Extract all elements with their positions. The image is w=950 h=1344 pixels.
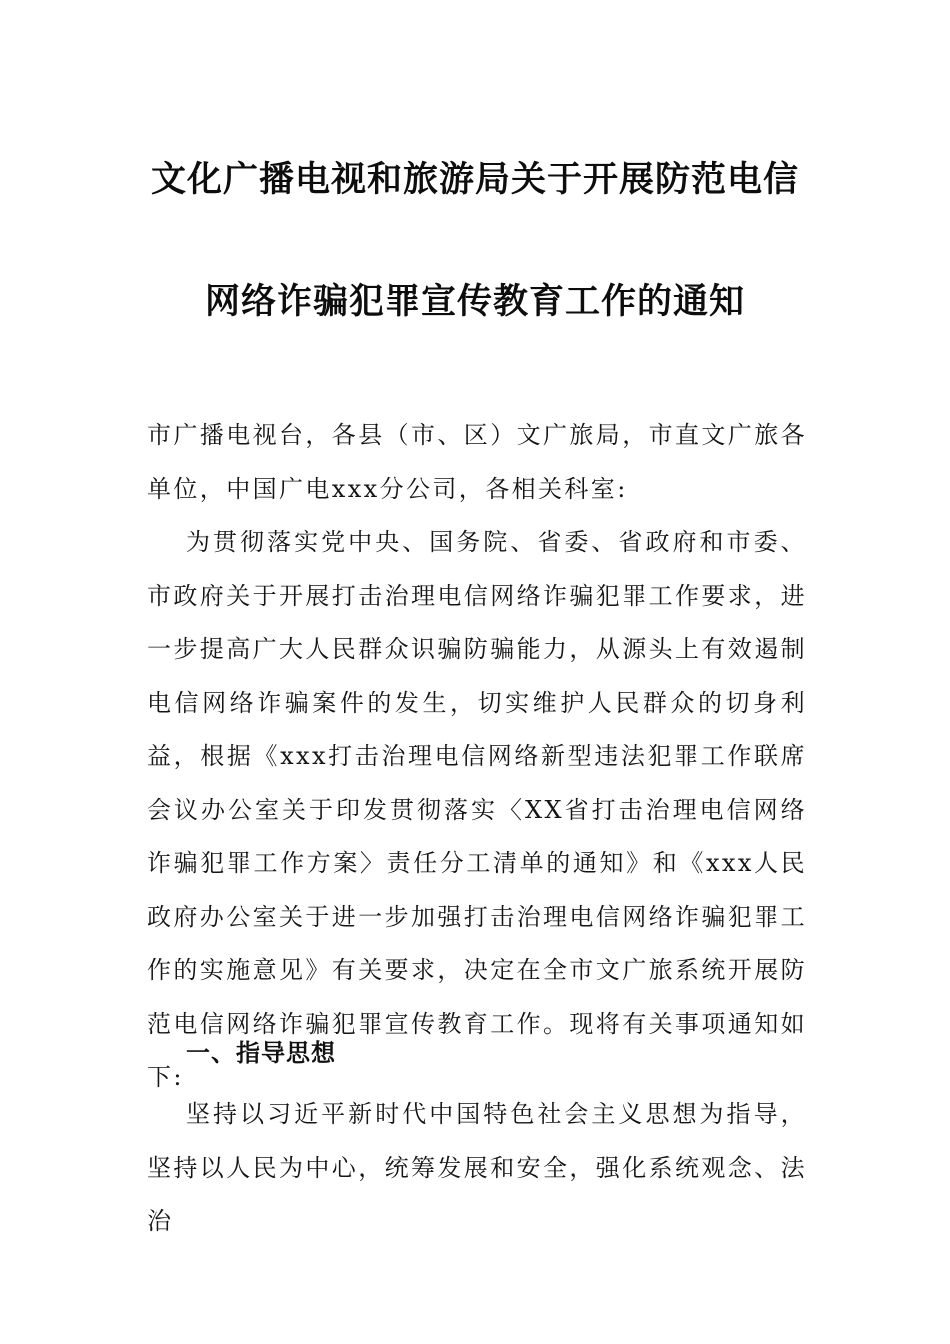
intro-paragraph: 为贯彻落实党中央、国务院、省委、省政府和市委、市政府关于开展打击治理电信网络诈骗犯罪工作要求，进一步提高广大人民群众识骗防骗能力，从源头上有效遏制电信网络诈骗案件的发生，切实维护人民群众的切身利益，根据《xxx打击治理电信网络新型违法犯罪工作联席会议办公室关于印发贯彻落实〈XX省打击治理电信网络诈骗犯罪工作方案〉责任分工清单的通知》和《xxx人民政府办公室关于进一步加强打击治理电信网络诈骗犯罪工作的实施意见》有关要求，决定在全市文广旅系统开展防范电信网络诈骗犯罪宣传教育工作。现将有关事项通知如下:: [147, 528, 807, 1091]
document-title-line-1: 文化广播电视和旅游局关于开展防范电信: [150, 160, 799, 200]
document-title-line-2: 网络诈骗犯罪宣传教育工作的通知: [204, 282, 745, 322]
section-heading-guiding-thought: 一、指导思想: [186, 1039, 336, 1067]
guiding-thought-paragraph: 坚持以习近平新时代中国特色社会主义思想为指导，坚持以人民为中心，统筹发展和安全，强化系统观念、法治: [147, 1100, 807, 1235]
addressee-paragraph: 市广播电视台，各县（市、区）文广旅局，市直文广旅各单位，中国广电xxx分公司，各相关科室:: [147, 421, 807, 503]
